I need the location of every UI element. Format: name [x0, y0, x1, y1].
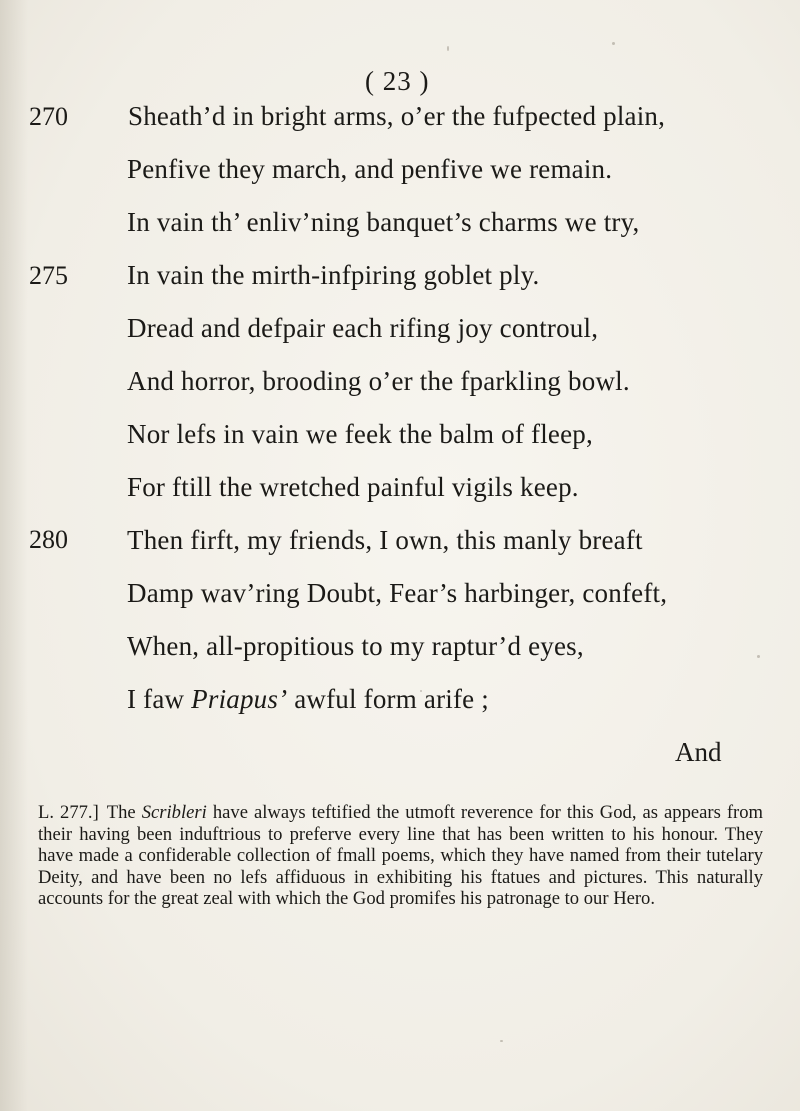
paper-speck	[757, 655, 760, 658]
verse-line-5: Dread and defpair each rifing joy controul,	[127, 313, 599, 343]
verse-italic-name: Priapus’	[191, 684, 288, 714]
verse-line-9: Then firft, my friends, I own, this manly breaft	[127, 525, 643, 555]
verse-line-12	[127, 684, 489, 715]
verse-line-2: Penfive they march, and penfive we remain.	[127, 154, 613, 184]
verse-line-10: Damp wav’ring Doubt, Fear’s harbinger, confeft,	[127, 578, 668, 608]
verse-line-12-end: awful form arife ;	[287, 684, 489, 714]
catchword: And	[675, 737, 722, 767]
verse-line-4: In vain the mirth-infpiring goblet ply.	[127, 260, 540, 290]
verse-line-7: Nor lefs in vain we feek the balm of fleep,	[127, 419, 593, 449]
paper-speck	[420, 690, 422, 692]
line-number-270: 270	[29, 102, 68, 131]
verse-line-12-start: I faw	[127, 684, 192, 714]
verse-line-8: For ftill the wretched painful vigils keep.	[127, 472, 579, 502]
page-edge-shadow	[0, 0, 28, 1111]
verse-line-1: Sheath’d in bright arms, o’er the fufpected plain,	[128, 101, 666, 131]
page-number: ( 23 )	[365, 66, 430, 96]
verse-line-3: In vain th’ enliv’ning banquet’s charms we try,	[127, 207, 640, 237]
paper-speck	[612, 42, 615, 45]
verse-line-11: When, all-propitious to my raptur’d eyes,	[127, 631, 584, 661]
line-number-275: 275	[29, 261, 68, 290]
footnote	[38, 802, 763, 910]
line-number-280: 280	[29, 525, 68, 554]
footnote-text-pre: The	[106, 802, 142, 823]
footnote-label: L. 277.]	[38, 802, 99, 823]
footnote-italic: Scribleri	[141, 802, 207, 823]
paper-speck	[500, 1040, 503, 1042]
paper-speck	[447, 46, 449, 51]
verse-line-6: And horror, brooding o’er the fparkling bowl.	[127, 366, 630, 396]
footnote-text-post: have always teftified the utmoft reverence for this God, as appears from their having been induftrious to preferve every line that has been written to his honour. They have made a confiderable collection of fmall poems, which they have named from their tutelary Deity, and have been no lefs affiduous in exhibiting his ftatues and pictures. This naturally accounts for the great zeal with which the God promifes his patronage to our Hero.	[38, 802, 764, 909]
